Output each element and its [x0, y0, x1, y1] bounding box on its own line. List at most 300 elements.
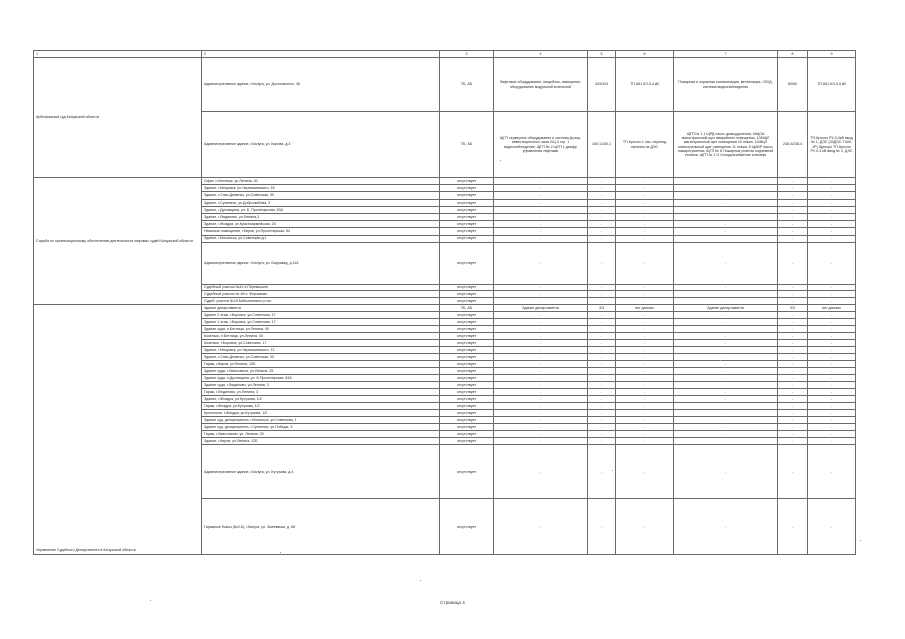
dash-cell: - — [778, 368, 808, 375]
dash-cell: - — [494, 298, 588, 305]
dash-cell: - — [616, 206, 674, 213]
dash-cell: - — [808, 375, 856, 382]
dash-cell: - — [778, 417, 808, 424]
dash-cell: - — [808, 368, 856, 375]
dash-cell: - — [494, 333, 588, 340]
dash-cell: - — [808, 242, 856, 284]
protection-cell: отсутствует — [440, 340, 494, 347]
dash-cell: - — [616, 178, 674, 185]
dash-cell: - — [616, 291, 674, 298]
dash-cell: - — [616, 389, 674, 396]
dash-cell: - — [674, 361, 778, 368]
dash-cell: - — [808, 326, 856, 333]
dash-cell: - — [494, 192, 588, 199]
dash-cell: - — [616, 396, 674, 403]
dash-cell: - — [778, 431, 808, 438]
dash-cell: - — [808, 213, 856, 220]
address-cell: Административное здание, г.Калуга, ул. Кутузова, д.4 — [202, 445, 440, 499]
dash-cell: - — [778, 326, 808, 333]
address-cell: Здание, г.Духовщина, ул. Б. Пролетарская, 63А — [202, 206, 440, 213]
dash-cell: - — [778, 361, 808, 368]
dash-cell: - — [588, 242, 616, 284]
dash-cell: - — [808, 389, 856, 396]
systems-cell: ЩГП № 1 1 ЩРД насос дымоудаления, МЩОА магистральный щит аварийного освещения, 10МЩЛ магистральный щит освещения 10 этажа, 11МЩЛ магистральный щит освещения 11 этажа, 5 ЩАВР насос пожаротушения, ЩГП № 6 Пожарные розетки подземной стоянки, ЩГП № 1 О Холодоснабжение клапаны — [674, 112, 778, 178]
dash-cell: - — [674, 403, 778, 410]
dash-cell: - — [778, 242, 808, 284]
dash-cell: - — [674, 438, 778, 445]
dash-cell: - — [808, 396, 856, 403]
address-cell: Нежилые помещения, г.Киров, ул.Пролетарская, 64 — [202, 228, 440, 235]
dash-cell: - — [778, 228, 808, 235]
dash-cell: - — [674, 192, 778, 199]
dash-cell: - — [778, 438, 808, 445]
supply2-cell: ТП-661 КЛ-0,4 кВ — [808, 58, 856, 112]
dash-cell: - — [674, 396, 778, 403]
dash-cell: - — [494, 403, 588, 410]
dash-cell: - — [588, 410, 616, 417]
dash-cell: - — [494, 178, 588, 185]
dash-cell: - — [494, 347, 588, 354]
address-cell: Козельск, г.Боровск, ул.Советская, 17 — [202, 340, 440, 347]
dash-cell: - — [588, 185, 616, 192]
scan-speck — [150, 600, 151, 601]
dash-cell: - — [588, 382, 616, 389]
dash-cell: - — [778, 235, 808, 242]
supply2-cell: ТП-Кросно РУ-0,4кВ ввод № 1, ДЭС (30ДЭС-Т400-1Р) Щрнчро ТП-Кросно РУ-0,4 кВ ввод № 2, ДЭС — [808, 112, 856, 178]
power-cell: 3/3 — [588, 305, 616, 312]
dash-cell: - — [674, 221, 778, 228]
dash-cell: - — [588, 206, 616, 213]
dash-cell: - — [494, 396, 588, 403]
table-row — [34, 58, 856, 112]
protection-cell: отсутствует — [440, 242, 494, 284]
column-number-9: 9 — [808, 51, 856, 58]
dash-cell: - — [616, 298, 674, 305]
dash-cell: - — [494, 284, 588, 291]
protection-cell: отсутствует — [440, 438, 494, 445]
protection-cell: отсутствует — [440, 424, 494, 431]
dash-cell: - — [494, 438, 588, 445]
dash-cell: - — [588, 347, 616, 354]
dash-cell: - — [616, 312, 674, 319]
dash-cell: - — [808, 312, 856, 319]
address-cell: Здание суд. департамента, г.Сухиничи, ул.Победы, 3 — [202, 424, 440, 431]
protection-cell: отсутствует — [440, 347, 494, 354]
dash-cell: - — [808, 424, 856, 431]
address-cell: Гараж, г.Людиново, ул.Ленина, 3 — [202, 389, 440, 396]
dash-cell: - — [494, 319, 588, 326]
dash-cell: - — [494, 340, 588, 347]
protection-cell: отсутствует — [440, 178, 494, 185]
dash-cell: - — [616, 424, 674, 431]
dash-cell: - — [674, 312, 778, 319]
dash-cell: - — [674, 445, 778, 499]
protection-cell: отсутствует — [440, 228, 494, 235]
column-number-2: 2 — [202, 51, 440, 58]
dash-cell: - — [588, 438, 616, 445]
dash-cell: - — [674, 185, 778, 192]
dash-cell: - — [808, 499, 856, 555]
protection-cell: ТБ, АБ — [440, 58, 494, 112]
dash-cell: - — [674, 354, 778, 361]
dash-cell: - — [808, 382, 856, 389]
address-cell: Судебный участок №41 в Перемышле — [202, 284, 440, 291]
dash-cell: - — [674, 340, 778, 347]
column-number-4: 4 — [494, 51, 588, 58]
dash-cell: - — [808, 284, 856, 291]
dash-cell: - — [808, 185, 856, 192]
address-cell: Здание, г.Жиздра, ул.Красноармейская, 25 — [202, 221, 440, 228]
dash-cell: - — [616, 319, 674, 326]
address-cell: Административное здание, г.Калуга, ул. Кирова, д.4 — [202, 112, 440, 178]
protection-cell: отсутствует — [440, 382, 494, 389]
dash-cell: - — [616, 333, 674, 340]
column-number-5: 5 — [588, 51, 616, 58]
dash-cell: - — [808, 298, 856, 305]
protection-cell: отсутствует — [440, 431, 494, 438]
dash-cell: - — [808, 410, 856, 417]
organization-name: Управление Судебного Департамента в Калужской области — [34, 305, 202, 555]
dash-cell: - — [808, 228, 856, 235]
address-cell: Гараж, г.Хвастовичи, ул. Ленина, 25 — [202, 431, 440, 438]
dash-cell: - — [674, 319, 778, 326]
address-cell: Гараж, г.Киров, ул.Ленина, 12Б — [202, 361, 440, 368]
address-cell: Здание, г.Жиздра, ул.Кутузова, 1/2 — [202, 396, 440, 403]
dash-cell: - — [778, 192, 808, 199]
address-cell: Административное здание, г.Калуга, ул. Баррикад, д.116 — [202, 242, 440, 284]
address-cell: Здание, г.Мосальск, ул.Советская д.1 — [202, 235, 440, 242]
dash-cell: - — [588, 326, 616, 333]
dash-cell: - — [588, 417, 616, 424]
dash-cell: - — [494, 382, 588, 389]
organization-name: Арбитражный суд Калужской области — [34, 58, 202, 178]
dash-cell: - — [808, 417, 856, 424]
dash-cell: - — [778, 221, 808, 228]
protection-cell: ТБ, АБ — [440, 112, 494, 178]
dash-cell: - — [616, 284, 674, 291]
protection-cell: отсутствует — [440, 361, 494, 368]
dash-cell: - — [778, 312, 808, 319]
dash-cell: - — [494, 354, 588, 361]
dash-cell: - — [616, 185, 674, 192]
dash-cell: - — [808, 199, 856, 206]
protection-cell: отсутствует — [440, 312, 494, 319]
dash-cell: - — [674, 326, 778, 333]
protection-cell: отсутствует — [440, 445, 494, 499]
dash-cell: - — [674, 206, 778, 213]
protection-cell: отсутствует — [440, 368, 494, 375]
dash-cell: - — [778, 347, 808, 354]
dash-cell: - — [616, 192, 674, 199]
systems-cell: Пожарная и охранная сигнализация, вентиляция, СКУД, система видеонаблюдения — [674, 58, 778, 112]
dash-cell: - — [808, 178, 856, 185]
address-cell: Здание суда, г.Людиново, ул.Ленина, 3 — [202, 382, 440, 389]
dash-cell: - — [616, 499, 674, 555]
dash-cell: - — [588, 319, 616, 326]
dash-cell: - — [616, 228, 674, 235]
dash-cell: - — [674, 235, 778, 242]
dash-cell: - — [778, 333, 808, 340]
address-cell: Здание суд. департамента, г.Мосальск, ул.Советская, 1 — [202, 417, 440, 424]
dash-cell: - — [808, 291, 856, 298]
dash-cell: - — [494, 375, 588, 382]
dash-cell: - — [588, 284, 616, 291]
dash-cell: - — [494, 291, 588, 298]
power-cell: 443/443 — [588, 58, 616, 112]
protection-cell: отсутствует — [440, 235, 494, 242]
dash-cell: - — [808, 340, 856, 347]
protection-cell: отсутствует — [440, 333, 494, 340]
address-cell: Здание суда, г.Хвастовичи, ул.Ленина, 25 — [202, 368, 440, 375]
dash-cell: - — [616, 403, 674, 410]
dash-cell: - — [588, 389, 616, 396]
address-cell: Здание, г.Спас-Деменск, ул.Советская, 90 — [202, 192, 440, 199]
dash-cell: - — [778, 396, 808, 403]
dash-cell: - — [778, 340, 808, 347]
address-cell: Здание департамента — [202, 305, 440, 312]
power2-cell: 3/3 — [778, 305, 808, 312]
dash-cell: - — [778, 410, 808, 417]
supply-cell: нет данных — [616, 305, 674, 312]
dash-cell: - — [616, 445, 674, 499]
dash-cell: - — [808, 235, 856, 242]
dash-cell: - — [778, 319, 808, 326]
supply-cell: ТП-Кросно-1 час, переход питания на ДЭС — [616, 112, 674, 178]
dash-cell: - — [616, 347, 674, 354]
dash-cell: - — [674, 298, 778, 305]
dash-cell: - — [616, 199, 674, 206]
dash-cell: - — [674, 382, 778, 389]
dash-cell: - — [674, 375, 778, 382]
dash-cell: - — [778, 403, 808, 410]
dash-cell: - — [808, 403, 856, 410]
protection-cell: ТБ, АБ — [440, 305, 494, 312]
scan-speck — [500, 160, 501, 161]
dash-cell: - — [674, 333, 778, 340]
dash-cell: - — [494, 199, 588, 206]
equipment-cell: Здание департамента — [494, 305, 588, 312]
dash-cell: - — [778, 424, 808, 431]
address-cell: Кресельни, г.Жиздра, ул.Кутузова, 1/2 — [202, 410, 440, 417]
dash-cell: - — [674, 499, 778, 555]
protection-cell: отсутствует — [440, 192, 494, 199]
protection-cell: отсутствует — [440, 396, 494, 403]
dash-cell: - — [494, 424, 588, 431]
dash-cell: - — [588, 333, 616, 340]
protection-cell: отсутствует — [440, 354, 494, 361]
dash-cell: - — [674, 242, 778, 284]
dash-cell: - — [778, 199, 808, 206]
protection-cell: отсутствует — [440, 326, 494, 333]
dash-cell: - — [588, 213, 616, 220]
dash-cell: - — [616, 438, 674, 445]
table-row — [34, 305, 856, 312]
dash-cell: - — [778, 206, 808, 213]
address-cell: Здание суда, п.Бетлица, ул.Ленина, 40 — [202, 326, 440, 333]
dash-cell: - — [616, 340, 674, 347]
address-cell: Судебный участок № 46 п. Ферзиково — [202, 291, 440, 298]
dash-cell: - — [778, 354, 808, 361]
dash-cell: - — [808, 431, 856, 438]
dash-cell: - — [588, 375, 616, 382]
dash-cell: - — [778, 445, 808, 499]
address-cell: Гаражные боксы (№2-5), г.Калуга, ул. Змеевская, д. 68 — [202, 499, 440, 555]
dash-cell: - — [808, 445, 856, 499]
address-cell: Административное здание, г.Калуга, ул. Достоевского, 48 — [202, 58, 440, 112]
address-cell: Офис, п.Бетлица, ул.Ленина, 40 — [202, 178, 440, 185]
dash-cell: - — [588, 354, 616, 361]
dash-cell: - — [808, 206, 856, 213]
dash-cell: - — [808, 354, 856, 361]
document-table — [33, 50, 856, 555]
dash-cell: - — [588, 312, 616, 319]
dash-cell: - — [494, 213, 588, 220]
protection-cell: отсутствует — [440, 403, 494, 410]
dash-cell: - — [588, 396, 616, 403]
dash-cell: - — [778, 382, 808, 389]
dash-cell: - — [588, 291, 616, 298]
dash-cell: - — [616, 417, 674, 424]
dash-cell: - — [616, 368, 674, 375]
scan-speck — [720, 360, 721, 361]
column-number-3: 3 — [440, 51, 494, 58]
dash-cell: - — [616, 235, 674, 242]
dash-cell: - — [494, 389, 588, 396]
address-cell: Здание, г.Спас-Деменск, ул.Советская, 90 — [202, 354, 440, 361]
protection-cell: отсутствует — [440, 389, 494, 396]
protection-cell: отсутствует — [440, 417, 494, 424]
dash-cell: - — [616, 382, 674, 389]
dash-cell: - — [588, 221, 616, 228]
dash-cell: - — [616, 410, 674, 417]
dash-cell: - — [808, 221, 856, 228]
protection-cell: отсутствует — [440, 213, 494, 220]
protection-cell: отсутствует — [440, 185, 494, 192]
dash-cell: - — [494, 185, 588, 192]
dash-cell: - — [808, 438, 856, 445]
systems-cell: Здание департамента — [674, 305, 778, 312]
dash-cell: - — [494, 361, 588, 368]
dash-cell: - — [494, 312, 588, 319]
dash-cell: - — [588, 445, 616, 499]
dash-cell: - — [674, 228, 778, 235]
address-cell: Здание 2 этаж, г.Боровск, ул.Советская, 17 — [202, 312, 440, 319]
address-cell: Здание, г.Мещовск, ул.Чернышевского, 12 — [202, 347, 440, 354]
dash-cell: - — [778, 213, 808, 220]
protection-cell: отсутствует — [440, 319, 494, 326]
protection-cell: отсутствует — [440, 298, 494, 305]
address-cell: Здание 1 этаж, г.Боровск, ул.Советская, 17 — [202, 319, 440, 326]
dash-cell: - — [674, 178, 778, 185]
dash-cell: - — [778, 499, 808, 555]
dash-cell: - — [494, 431, 588, 438]
power-cell: 160,1/160,1 — [588, 112, 616, 178]
dash-cell: - — [778, 389, 808, 396]
dash-cell: - — [674, 389, 778, 396]
power2-cell: 238,4/238,4 — [778, 112, 808, 178]
address-cell: Здание, г.Сухиничи, ул.Добролюбова, 3 — [202, 199, 440, 206]
protection-cell: отсутствует — [440, 410, 494, 417]
protection-cell: отсутствует — [440, 199, 494, 206]
dash-cell: - — [616, 221, 674, 228]
dash-cell: - — [674, 199, 778, 206]
dash-cell: - — [808, 192, 856, 199]
dash-cell: - — [588, 499, 616, 555]
dash-cell: - — [808, 333, 856, 340]
dash-cell: - — [778, 298, 808, 305]
dash-cell: - — [494, 221, 588, 228]
dash-cell: - — [494, 206, 588, 213]
dash-cell: - — [616, 354, 674, 361]
dash-cell: - — [674, 424, 778, 431]
dash-cell: - — [588, 424, 616, 431]
dash-cell: - — [588, 368, 616, 375]
organization-name: Служба по организационному обеспечению деятельности мировых судей Калужской области — [34, 178, 202, 305]
supply-cell: ТП-661 КЛ-0,4 кВ — [616, 58, 674, 112]
address-cell: Здание, г.Киров, ул.Ленина, 12Б — [202, 438, 440, 445]
table-row — [34, 178, 856, 185]
dash-cell: - — [778, 178, 808, 185]
dash-cell: - — [616, 375, 674, 382]
column-number-7: 7 — [674, 51, 778, 58]
dash-cell: - — [494, 417, 588, 424]
dash-cell: - — [588, 178, 616, 185]
protection-cell: отсутствует — [440, 221, 494, 228]
page-number: Страница 4 — [440, 600, 465, 605]
dash-cell: - — [494, 499, 588, 555]
dash-cell: - — [616, 361, 674, 368]
dash-cell: - — [808, 347, 856, 354]
dash-cell: - — [674, 284, 778, 291]
protection-cell: отсутствует — [440, 284, 494, 291]
scan-speck — [420, 580, 421, 581]
address-cell: Здание суда, п.Духовщина, ул. Б.Пролетарская, 63А — [202, 375, 440, 382]
dash-cell: - — [808, 319, 856, 326]
dash-cell: - — [588, 228, 616, 235]
dash-cell: - — [674, 417, 778, 424]
dash-cell: - — [778, 375, 808, 382]
dash-cell: - — [588, 235, 616, 242]
dash-cell: - — [494, 242, 588, 284]
dash-cell: - — [674, 213, 778, 220]
dash-cell: - — [588, 403, 616, 410]
dash-cell: - — [588, 361, 616, 368]
dash-cell: - — [588, 298, 616, 305]
protection-cell: отсутствует — [440, 206, 494, 213]
dash-cell: - — [616, 242, 674, 284]
equipment-cell: ЩГП серверное оборудование и система Дозор, инвестиционного зала 2/Ц-3 стр. 1 видеонаблюдение, ЩГП № 2 ЩУП 1 диафр управления лифтами — [494, 112, 588, 178]
address-cell: Здание, г.Мещовск, ул.Чернышевского, 18 — [202, 185, 440, 192]
dash-cell: - — [494, 445, 588, 499]
scan-speck — [860, 540, 861, 541]
dash-cell: - — [674, 368, 778, 375]
address-cell: Здание, г.Людиново, ул.Ленина,3 — [202, 213, 440, 220]
dash-cell: - — [674, 431, 778, 438]
dash-cell: - — [494, 235, 588, 242]
column-number-8: 8 — [778, 51, 808, 58]
protection-cell: отсутствует — [440, 375, 494, 382]
protection-cell: отсутствует — [440, 499, 494, 555]
dash-cell: - — [494, 410, 588, 417]
dash-cell: - — [494, 326, 588, 333]
dash-cell: - — [588, 199, 616, 206]
column-number-6: 6 — [616, 51, 674, 58]
dash-cell: - — [674, 347, 778, 354]
dash-cell: - — [588, 340, 616, 347]
dash-cell: - — [674, 291, 778, 298]
equipment-cell: Лифтовое оборудование; пищеблок, освещение, оборудование модульной котельной — [494, 58, 588, 112]
supply2-cell: нет данных — [808, 305, 856, 312]
